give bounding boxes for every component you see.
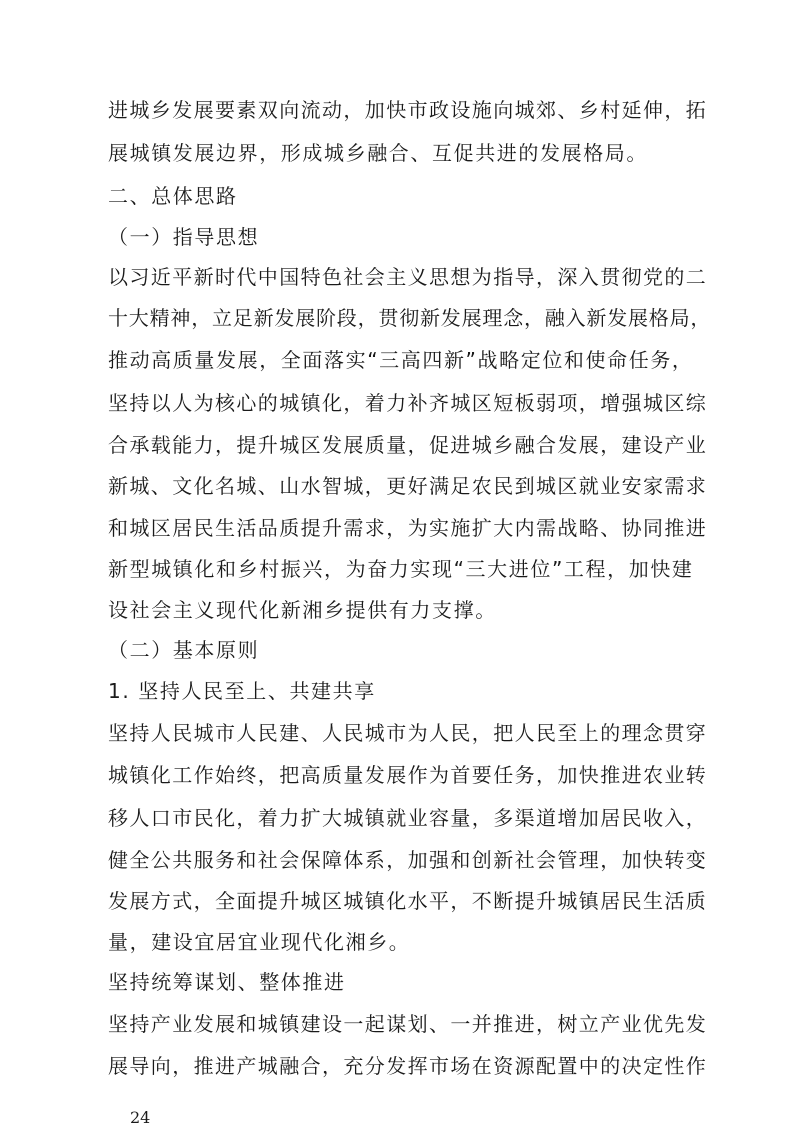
body-text-line: 健全公共服务和社会保障体系，加强和创新社会管理，加快转变	[108, 848, 708, 872]
body-text-line: 和城区居民生活品质提升需求，为实施扩大内需战略、协同推进	[108, 516, 708, 540]
body-text-line: 移人口市民化，着力扩大城镇就业容量，多渠道增加居民收入，	[108, 806, 708, 830]
body-text-line: 进城乡发展要素双向流动，加快市政设施向城郊、乡村延伸，拓	[108, 98, 708, 122]
body-text-line: 以习近平新时代中国特色社会主义思想为指导，深入贯彻党的二	[108, 265, 708, 289]
body-text-line: 坚持人民城市人民建、人民城市为人民，把人民至上的理念贯穿	[108, 721, 708, 745]
body-text-line: 推动高质量发展，全面落实“三高四新”战略定位和使命任务，	[108, 348, 694, 372]
body-text-line: 设社会主义现代化新湘乡提供有力支撑。	[108, 598, 497, 622]
page-number: 24	[130, 1108, 151, 1127]
principle-heading: 坚持统筹谋划、整体推进	[108, 970, 346, 994]
principle-heading: 1. 坚持人民至上、共建共享	[108, 679, 376, 703]
subsection-heading: （一）指导思想	[108, 225, 260, 249]
body-text-line: 展城镇发展边界，形成城乡融合、互促共进的发展格局。	[108, 141, 648, 165]
body-text-line: 合承载能力，提升城区发展质量，促进城乡融合发展，建设产业	[108, 433, 708, 457]
section-heading: 二、总体思路	[108, 184, 238, 208]
body-text-line: 展导向，推进产城融合，充分发挥市场在资源配置中的决定性作	[108, 1054, 708, 1078]
subsection-heading: （二）基本原则	[108, 638, 260, 662]
body-text-line: 坚持产业发展和城镇建设一起谋划、一并推进，树立产业优先发	[108, 1012, 708, 1036]
body-text-line: 量，建设宜居宜业现代化湘乡。	[108, 930, 411, 954]
body-text-line: 新城、文化名城、山水智城，更好满足农民到城区就业安家需求	[108, 474, 708, 498]
body-text-line: 发展方式，全面提升城区城镇化水平，不断提升城镇居民生活质	[108, 889, 708, 913]
body-text-line: 城镇化工作始终，把高质量发展作为首要任务，加快推进农业转	[108, 763, 708, 787]
body-text-line: 坚持以人为核心的城镇化，着力补齐城区短板弱项，增强城区综	[108, 391, 708, 415]
body-text-line: 新型城镇化和乡村振兴，为奋力实现“三大进位”工程，加快建	[108, 557, 694, 581]
body-text-line: 十大精神，立足新发展阶段，贯彻新发展理念，融入新发展格局，	[108, 306, 712, 330]
